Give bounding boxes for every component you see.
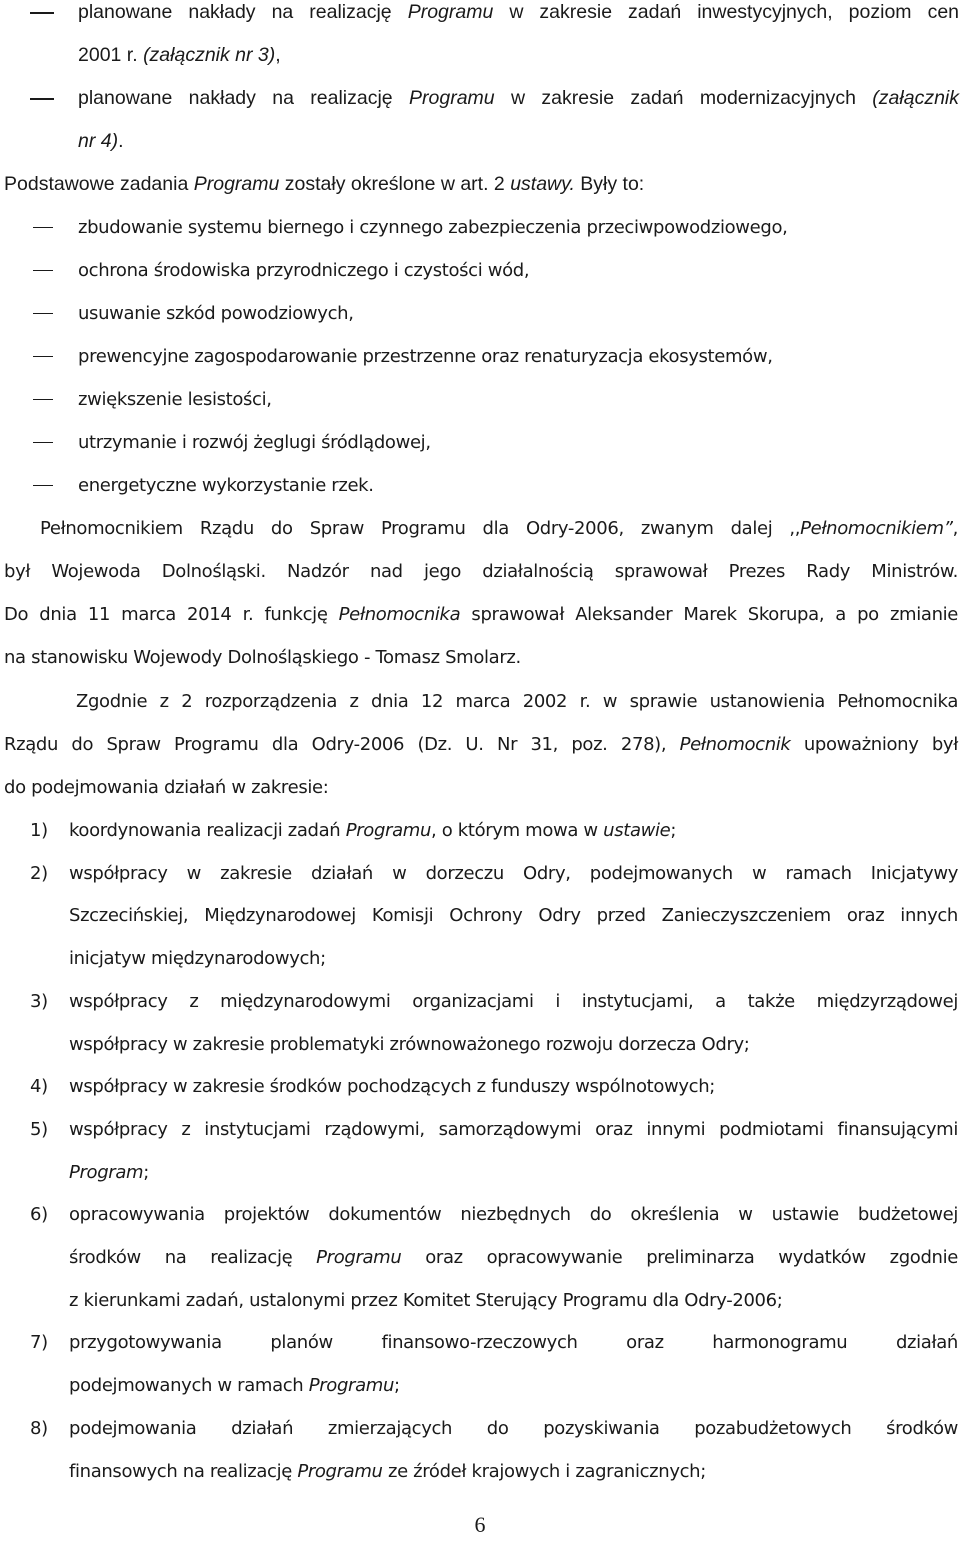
task-item: usuwanie szkód powodziowych, [78,303,354,324]
intro-paragraph: Podstawowe zadania Programu zostały określone w art. 2 ustawy. Były to: [4,173,645,195]
numbered-item-line: koordynowania realizacji zadań Programu, o którym mowa w ustawie; [69,820,677,841]
list-number: 1) [30,820,48,841]
para1-line-1: Pełnomocnikiem Rządu do Spraw Programu dla Odry-2006, zwanym dalej ,,Pełnomocnikiem”, [40,518,958,539]
task-item: prewencyjne zagospodarowanie przestrzenne oraz renaturyzacja ekosystemów, [78,346,773,367]
para2-line-2: Rządu do Spraw Programu dla Odry-2006 (Dz. U. Nr 31, poz. 278), Pełnomocnik upoważniony był [4,734,958,755]
list-dash [33,227,53,228]
list-number: 7) [30,1332,48,1354]
task-item: zwiększenie lesistości, [78,389,272,410]
numbered-item-line: współpracy z międzynarodowymi organizacjami i instytucjami, a także międzyrządowej [69,990,958,1012]
numbered-item-line: finansowych na realizację Programu ze źródeł krajowych i zagranicznych; [69,1460,706,1482]
numbered-item-line: środków na realizację Programu oraz opracowywanie preliminarza wydatków zgodnie [69,1247,958,1268]
task-item: ochrona środowiska przyrodniczego i czystości wód, [78,260,530,281]
list-number: 2) [30,862,48,884]
numbered-item-line: inicjatyw międzynarodowych; [69,948,326,970]
list-dash [33,356,53,357]
list-dash [33,485,53,486]
top-list-item-2-line-2: nr 4). [78,130,124,152]
para1-line-2: był Wojewoda Dolnośląski. Nadzór nad jego działalnością sprawował Prezes Rady Ministrów. [4,561,958,582]
top-list-item-1-line-2: 2001 r. (załącznik nr 3), [78,44,281,66]
numbered-item-line: Szczecińskiej, Międzynarodowej Komisji Ochrony Odry przed Zanieczyszczeniem oraz innych [69,905,958,927]
list-dash [30,12,54,14]
top-list-item-1-line-1: planowane nakłady na realizację Programu w zakresie zadań inwestycyjnych, poziom cen [78,1,960,23]
numbered-item-line: podejmowania działań zmierzających do pozyskiwania pozabudżetowych środków [69,1417,958,1439]
task-item: utrzymanie i rozwój żeglugi śródlądowej, [78,432,431,453]
numbered-item-line: podejmowanych w ramach Programu; [69,1375,400,1397]
top-list-item-2-line-1: planowane nakłady na realizację Programu w zakresie zadań modernizacyjnych (załącznik [78,87,959,109]
numbered-item-line: przygotowywania planów finansowo-rzeczowych oraz harmonogramu działań [69,1332,958,1354]
list-dash [30,98,54,100]
numbered-item-line: Program; [69,1161,149,1183]
numbered-item-line: współpracy w zakresie działań w dorzeczu Odry, podejmowanych w ramach Inicjatywy [69,862,958,884]
numbered-item-line: współpracy z instytucjami rządowymi, samorządowymi oraz innymi podmiotami finansującymi [69,1118,958,1140]
list-number: 8) [30,1417,48,1439]
list-number: 6) [30,1204,48,1226]
para2-line-3: do podejmowania działań w zakresie: [4,777,329,798]
task-item: energetyczne wykorzystanie rzek. [78,475,374,496]
list-dash [33,313,53,314]
numbered-item-line: z kierunkami zadań, ustalonymi przez Komitet Sterujący Programu dla Odry-2006; [69,1289,783,1311]
numbered-item-line: współpracy w zakresie problematyki zrównoważonego rozwoju dorzecza Odry; [69,1033,750,1055]
para2-line-1: Zgodnie z 2 rozporządzenia z dnia 12 marca 2002 r. w sprawie ustanowienia Pełnomocnika [76,691,958,712]
para1-line-4: na stanowisku Wojewody Dolnośląskiego - Tomasz Smolarz. [4,647,521,668]
list-dash [33,442,53,443]
numbered-item-line: współpracy w zakresie środków pochodzących z funduszy wspólnotowych; [69,1076,716,1098]
list-dash [33,270,53,271]
list-number: 4) [30,1076,48,1098]
list-number: 5) [30,1118,48,1140]
task-item: zbudowanie systemu biernego i czynnego zabezpieczenia przeciwpowodziowego, [78,217,788,238]
page-number: 6 [474,1512,486,1537]
numbered-item-line: opracowywania projektów dokumentów niezbędnych do określenia w ustawie budżetowej [69,1204,958,1226]
list-dash [33,399,53,400]
list-number: 3) [30,990,48,1012]
para1-line-3: Do dnia 11 marca 2014 r. funkcję Pełnomocnika sprawował Aleksander Marek Skorupa, a po zmianie [4,604,958,625]
